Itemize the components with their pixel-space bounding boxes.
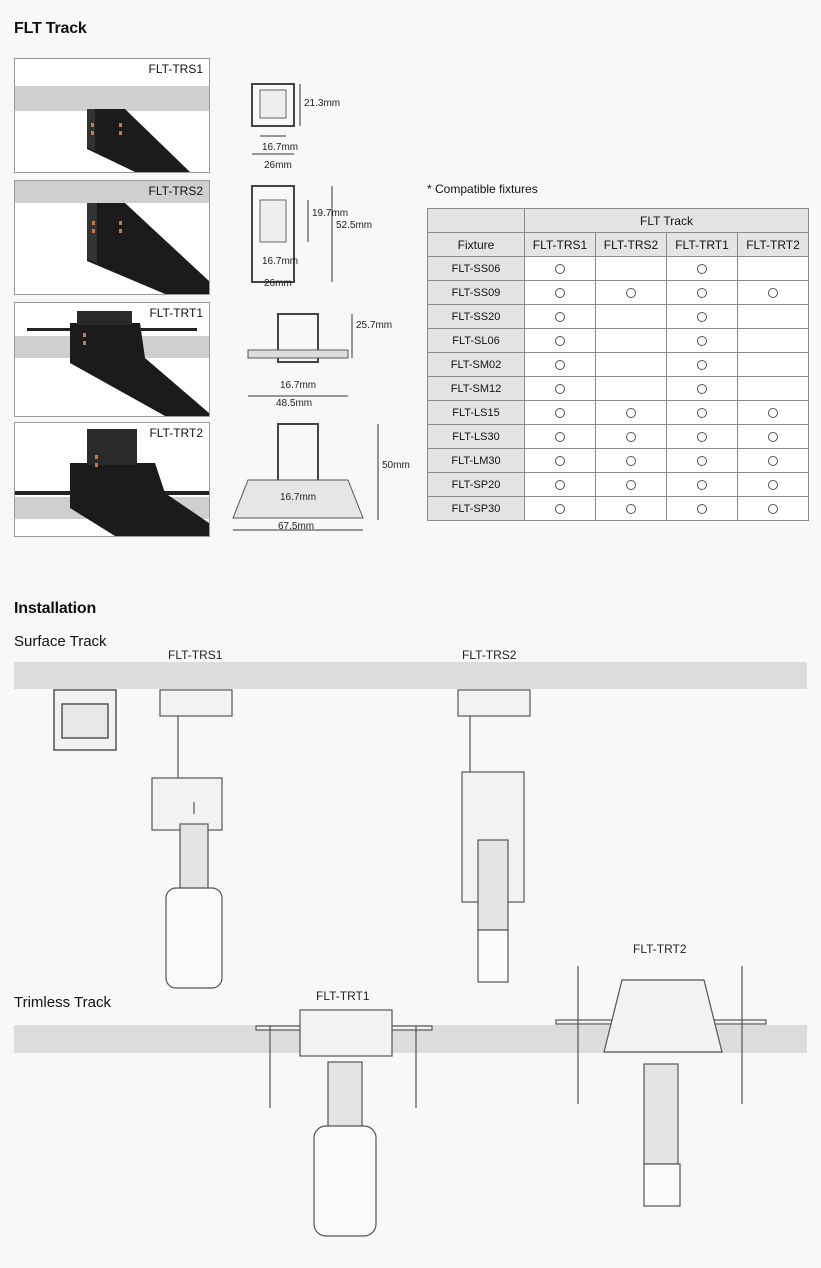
compatible-mark-icon: [555, 408, 565, 418]
trs1-install: [152, 690, 232, 988]
compatible-mark-icon: [555, 480, 565, 490]
compatible-mark-icon: [768, 456, 778, 466]
compat-cell: [738, 329, 809, 353]
compat-cell: [738, 257, 809, 281]
compatible-mark-icon: [697, 384, 707, 394]
group-header: FLT Track: [525, 209, 809, 233]
label-trt1: FLT-TRT1: [316, 989, 370, 1003]
compat-cell: [525, 281, 596, 305]
product-photo-trt2: [14, 422, 210, 537]
label-trs2: FLT-TRS2: [462, 648, 517, 662]
compat-cell: [667, 425, 738, 449]
compatible-mark-icon: [626, 504, 636, 514]
table-row: [428, 401, 809, 425]
compatible-mark-icon: [768, 408, 778, 418]
product-label: FLT-TRT1: [149, 306, 203, 320]
table-row: [428, 329, 809, 353]
compat-cell: [525, 353, 596, 377]
compat-body: [428, 257, 809, 521]
fixture-cell: FLT-SS06: [428, 257, 525, 281]
compatible-mark-icon: [697, 504, 707, 514]
fixture-cell: FLT-LM30: [428, 449, 525, 473]
dim-width: 48.5mm: [276, 398, 313, 409]
fixture-cell: FLT-LS15: [428, 401, 525, 425]
installation-title: Installation: [14, 600, 97, 617]
drawing-trt2: [228, 420, 410, 535]
compat-cell: [596, 329, 667, 353]
compat-cell: [596, 305, 667, 329]
label-trt2: FLT-TRT2: [633, 942, 687, 956]
drawing-trs2: [240, 180, 373, 290]
table-row: [428, 377, 809, 401]
compatible-mark-icon: [697, 360, 707, 370]
compat-cell: [525, 257, 596, 281]
compat-cell: [525, 497, 596, 521]
compatible-mark-icon: [697, 408, 707, 418]
compatible-mark-icon: [626, 480, 636, 490]
drawing-trt1: [240, 310, 393, 410]
compatible-mark-icon: [555, 336, 565, 346]
compat-cell: [596, 401, 667, 425]
column-header: FLT-TRT2: [738, 233, 809, 257]
compat-cell: [667, 377, 738, 401]
fixture-cell: FLT-LS30: [428, 425, 525, 449]
dim-inner: 16.7mm: [262, 256, 299, 267]
product-photo-trt1: [14, 302, 210, 417]
compat-cell: [596, 353, 667, 377]
compat-cell: [596, 377, 667, 401]
compat-cell: [667, 257, 738, 281]
compatible-mark-icon: [697, 312, 707, 322]
compat-cell: [525, 425, 596, 449]
dim-height-inner: 19.7mm: [312, 208, 349, 219]
compat-cell: [738, 353, 809, 377]
compatible-mark-icon: [626, 288, 636, 298]
compatible-mark-icon: [768, 288, 778, 298]
product-label: FLT-TRS1: [148, 62, 203, 76]
product-photo-trs2: [14, 180, 210, 295]
column-header: FLT-TRT1: [667, 233, 738, 257]
compatible-mark-icon: [768, 480, 778, 490]
compat-cell: [738, 449, 809, 473]
label-trs1: FLT-TRS1: [168, 648, 223, 662]
fixture-cell: FLT-SL06: [428, 329, 525, 353]
compatible-mark-icon: [697, 456, 707, 466]
table-row: [428, 353, 809, 377]
compat-cell: [667, 497, 738, 521]
dim-inner: 16.7mm: [262, 142, 299, 153]
compat-cell: [667, 449, 738, 473]
profile-drawing-trt2: [228, 420, 398, 535]
compat-cell: [667, 305, 738, 329]
compat-cell: [667, 401, 738, 425]
compatible-mark-icon: [768, 504, 778, 514]
dim-width: 26mm: [264, 278, 292, 289]
compat-cell: [667, 281, 738, 305]
compat-cell: [596, 281, 667, 305]
dim-height: 50mm: [382, 460, 410, 471]
compat-cell: [525, 305, 596, 329]
dim-width: 67.5mm: [278, 521, 315, 532]
compat-cell: [667, 473, 738, 497]
dim-width: 26mm: [264, 160, 292, 171]
compat-table: [427, 208, 809, 521]
dim-inner: 16.7mm: [280, 380, 317, 391]
compat-cell: [525, 329, 596, 353]
table-row: [428, 449, 809, 473]
section-title: FLT Track: [14, 20, 87, 37]
dim-inner: 16.7mm: [280, 492, 317, 503]
compat-cell: [738, 401, 809, 425]
compatible-mark-icon: [555, 288, 565, 298]
fixture-header: Fixture: [428, 233, 525, 257]
fixture-cell: FLT-SM12: [428, 377, 525, 401]
compat-cell: [596, 425, 667, 449]
table-row: [428, 425, 809, 449]
compatible-mark-icon: [768, 432, 778, 442]
compatible-mark-icon: [555, 264, 565, 274]
compat-cell: [738, 281, 809, 305]
table-row: [428, 473, 809, 497]
trimless-title: Trimless Track: [14, 994, 111, 1011]
fixture-cell: FLT-SS20: [428, 305, 525, 329]
compat-cell: [596, 449, 667, 473]
compatible-mark-icon: [697, 288, 707, 298]
compatible-mark-icon: [697, 480, 707, 490]
trt1-install: [256, 1010, 432, 1236]
compat-cell: [596, 473, 667, 497]
table-row: [428, 257, 809, 281]
product-label: FLT-TRS2: [148, 184, 203, 198]
dim-height: 25.7mm: [356, 320, 393, 331]
fixture-cell: FLT-SM02: [428, 353, 525, 377]
compatible-mark-icon: [697, 432, 707, 442]
compat-cell: [738, 305, 809, 329]
dim-height: 52.5mm: [336, 220, 373, 231]
trt2-install: [556, 966, 766, 1206]
compatible-mark-icon: [555, 504, 565, 514]
compatible-mark-icon: [626, 456, 636, 466]
compat-cell: [667, 353, 738, 377]
trs2-install: [458, 690, 530, 982]
compatible-mark-icon: [555, 384, 565, 394]
compatible-mark-icon: [555, 456, 565, 466]
product-photo-trs1: [14, 58, 210, 173]
compat-cell: [596, 257, 667, 281]
compat-cell: [738, 473, 809, 497]
fixture-cell: FLT-SP20: [428, 473, 525, 497]
compatible-mark-icon: [555, 432, 565, 442]
compat-cell: [525, 473, 596, 497]
fixture-cell: FLT-SS09: [428, 281, 525, 305]
compat-cell: [525, 377, 596, 401]
compatible-mark-icon: [626, 408, 636, 418]
table-corner: [428, 209, 525, 233]
trs1-profile: [54, 690, 116, 750]
compatible-mark-icon: [626, 432, 636, 442]
drawing-trs1: [240, 76, 340, 176]
table-row: [428, 497, 809, 521]
product-label: FLT-TRT2: [149, 426, 203, 440]
compatible-mark-icon: [555, 312, 565, 322]
surface-title: Surface Track: [14, 633, 107, 650]
installation-diagram: [0, 660, 821, 1260]
compat-cell: [738, 425, 809, 449]
table-row: [428, 305, 809, 329]
compat-cell: [738, 377, 809, 401]
compat-cell: [667, 329, 738, 353]
compat-cell: [596, 497, 667, 521]
compat-cell: [525, 401, 596, 425]
fixture-cell: FLT-SP30: [428, 497, 525, 521]
profile-drawing-trs2: [240, 180, 350, 290]
column-header: FLT-TRS1: [525, 233, 596, 257]
compatible-mark-icon: [697, 264, 707, 274]
compat-cell: [525, 449, 596, 473]
compatible-mark-icon: [555, 360, 565, 370]
compat-note: * Compatible fixtures: [427, 182, 538, 196]
profile-drawing-trt1: [240, 310, 370, 410]
dim-height: 21.3mm: [304, 98, 341, 109]
compatible-mark-icon: [697, 336, 707, 346]
compat-cell: [738, 497, 809, 521]
column-header: FLT-TRS2: [596, 233, 667, 257]
table-row: [428, 281, 809, 305]
